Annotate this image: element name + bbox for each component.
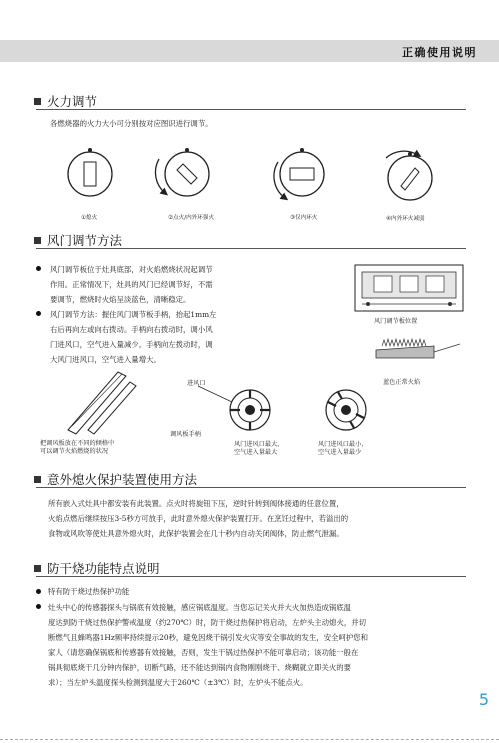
blue-flame-label: 蓝色正常火焰 [383,379,421,386]
page-number: 5 [478,690,489,709]
section-title-damper [34,231,122,249]
min-caption-line: 风门进风口最小， [318,441,368,448]
dryburn-paragraph [48,600,478,690]
bullet-dot [36,589,41,594]
tilt-caption-line: 把调风板放在不同的倾格中 [40,440,115,447]
bullet-dot [36,311,41,316]
knob-off-icon [68,148,112,196]
damper-paragraph-2 [50,307,300,367]
knob-inner-ring-icon [274,148,324,198]
knob-ignite-icon [155,148,209,196]
tilt-caption-line: 可以调节火焰燃烧的状况 [40,448,109,455]
dryburn-line: 度达到防干烧过热保护警戒温度（约270℃）时，防干烧过热保护将启动，左炉头主动熄火，并切 [48,618,367,627]
knob-caption-1: ①熄火 [81,215,98,221]
section-title-dryburn [34,559,160,577]
bullet-dot [36,604,41,609]
max-caption-line: 空气进入量最大 [234,449,278,456]
section-rule [36,248,466,249]
bullet-dot [36,266,41,271]
fire-description: 各燃烧器的火力大小可分别按对应图识进行调节。 [50,119,213,128]
footer-dashed-line [0,739,499,740]
flameout-line: 所有嵌入式灶具中都安装有此装置。点火时将旋钮下压，逆时针转到阀体接通的任意位置， [48,499,344,508]
tilt-caption [40,440,114,456]
section-title-flameout [34,470,197,488]
section-title-flameout-text: 意外熄火保护装置使用方法 [47,472,198,487]
square-bullet-icon [34,476,41,483]
damper-line: 大风门进风口，空气进入量增大。 [50,355,161,364]
damper-handle-label: 调风板手柄 [170,431,201,438]
burner-max-figure [220,384,280,434]
dryburn-line: 家人（请您确保锅底和传感器有效接触，否则，发生干锅过热保护不能可靠启动；该功能一般在 [48,648,359,657]
blue-flame-figure [374,336,464,366]
damper-tilt-figure [60,368,140,440]
square-bullet-icon [34,237,41,244]
knob-caption-4: ④内外环火减弱 [386,216,425,222]
section-title-fire-text: 火力调节 [47,94,98,109]
section-rule [36,576,466,577]
damper-plate-figure [354,264,464,314]
damper-line: 右后再向左或向右拨动。手柄向右拨动时，调小风 [50,325,213,334]
damper-line: 作用。正常情况下，灶具的风门已经调节好，不需 [50,280,213,289]
dryburn-bullet-1: 特有防干烧过热保护功能 [48,587,130,596]
dryburn-line: 锅具彻底烧干几分钟内保护，切断气路，还不能达到锅内食物刚刚烧干、烧糊就立即关火的要 [48,663,352,672]
flameout-line: 食物或风吹等使灶具意外熄火时，此保护装置会在几十秒内自动关闭阀体，防止燃气泄漏。 [48,529,344,538]
damper-line: 要调节，燃烧时火焰呈淡蓝色，清晰稳定。 [50,295,191,304]
damper-plate-label: 风门调节板位置 [374,318,418,325]
knob-low-icon [386,151,432,200]
dryburn-line: 断燃气且蜂鸣器1Hz频率持续提示20秒，避免因烧干锅引发火灾等安全事故的发生，安全呵护您和 [48,633,369,642]
flameout-paragraph [48,496,468,541]
min-caption [318,441,368,457]
header-title: 正确使用说明 [402,46,477,59]
knob-caption-2: ②点火/内外环强火 [168,215,215,221]
section-title-damper-text: 风门调节方法 [47,233,123,248]
damper-line: 门进风口，空气进入量减少。手柄向左拨动时，调 [50,340,213,349]
max-caption-line: 风门进风口最大， [234,441,284,448]
damper-line: 风门调节板位于灶具底部，对火焰燃烧状况起调节 [50,265,213,274]
damper-line: 风门调节方法：握住风门调节板手柄，抬起1mm左 [50,310,217,319]
square-bullet-icon [34,565,41,572]
air-inlet-label: 进风口 [187,380,206,387]
section-rule [36,487,466,488]
dryburn-line: 灶头中心的传感器探头与锅底有效接触，感应锅底温度。当您忘记关火并大火加热造成锅底温 [48,603,352,612]
knob-caption-3: ③仅内环火 [290,215,318,221]
dryburn-line: 求）；当左炉头温度探头检测到温度大于260℃（±3℃）时，左炉头不能点火。 [48,678,308,687]
flameout-line: 火焰点燃后继续按压3-5秒方可放手，此时意外熄火保护装置打开。在烹饪过程中，若溢出的 [48,514,349,523]
min-caption-line: 空气进入量最少 [318,449,362,456]
max-caption [234,441,284,457]
burner-min-figure [316,384,376,434]
damper-paragraph-1 [50,262,300,307]
section-title-dryburn-text: 防干烧功能特点说明 [47,561,160,576]
